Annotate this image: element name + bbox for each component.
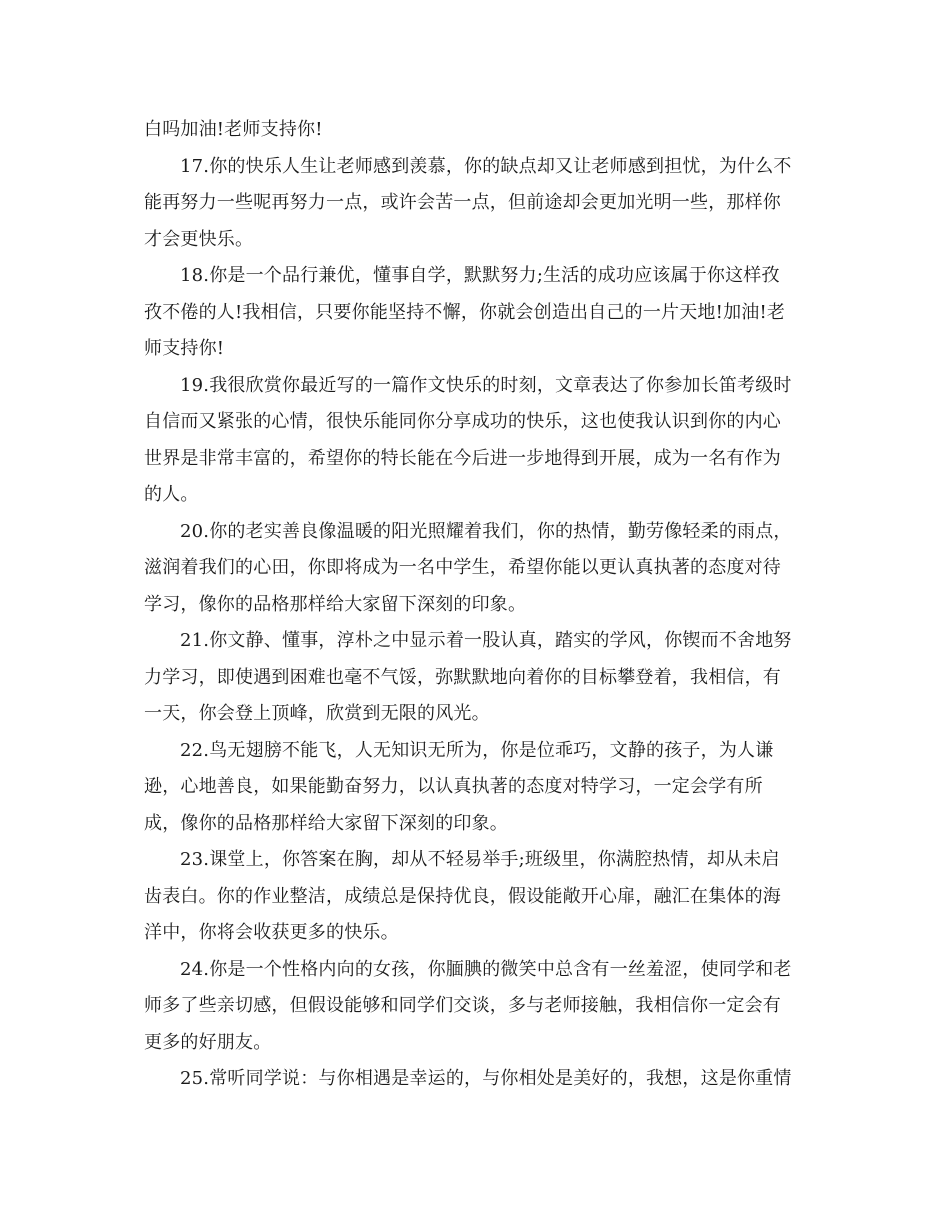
text-line: 师多了些亲切感，但假设能够和同学们交谈，多与老师接触，我相信你一定会有 [144,995,781,1016]
text-line: 齿表白。你的作业整洁，成绩总是保持优良，假设能敞开心扉，融汇在集体的海 [144,885,781,907]
paragraph-17 [144,149,810,259]
text-line: 滋润着我们的心田，你即将成为一名中学生，希望你能以更认真执著的态度对待 [144,557,781,578]
text-line: 18.你是一个品行兼优，懂事自学，默默努力;生活的成功应该属于你这样孜 [180,265,780,286]
paragraph-20 [144,514,810,624]
paragraph-23 [144,842,810,952]
text-line: 力学习，即使遇到困难也毫不气馁，弥默默地向着你的目标攀登着，我相信，有 [144,666,781,688]
document-body [144,112,810,1098]
paragraph-21 [144,623,810,733]
text-line: 的人。 [144,484,199,505]
text-line: 白吗加油!老师支持你! [144,119,323,140]
paragraph-19 [144,368,810,514]
text-line: 更多的好朋友。 [144,1031,272,1053]
text-line: 23.课堂上，你答案在胸，却从不轻易举手;班级里，你满腔热情，却从未启 [180,849,780,870]
paragraph-25 [144,1061,810,1098]
text-line: 20.你的老实善良像温暖的阳光照耀着我们，你的热情，勤劳像轻柔的雨点， [180,520,792,542]
text-line: 学习，像你的品格那样给大家留下深刻的印象。 [144,593,527,615]
text-line: 19.我很欣赏你最近写的一篇作文快乐的时刻，文章表达了你参加长笛考级时 [180,374,792,396]
text-line: 洋中，你将会收获更多的快乐。 [144,922,399,943]
text-line: 逊，心地善良，如果能勤奋努力，以认真执著的态度对特学习，一定会学有所 [144,776,763,797]
text-line: 17.你的快乐人生让老师感到羡慕，你的缺点却又让老师感到担忧，为什么不 [180,155,792,177]
text-line: 能再努力一些呢再努力一点，或许会苦一点，但前途却会更加光明一些，那样你 [144,192,781,213]
paragraph-18 [144,258,810,368]
paragraph-24 [144,952,810,1062]
text-line: 25.常听同学说：与你相遇是幸运的，与你相处是美好的，我想，这是你重情 [180,1068,792,1089]
text-line: 师支持你! [144,338,225,359]
text-line: 21.你文静、懂事，淳朴之中显示着一股认真，踏实的学风，你锲而不舍地努 [180,630,792,651]
text-line: 世界是非常丰富的，希望你的特长能在今后进一步地得到开展，成为一名有作为 [144,447,781,469]
text-line: 孜不倦的人!我相信，只要你能坚持不懈，你就会创造出自己的一片天地!加油!老 [144,301,786,323]
text-line: 自信而又紧张的心情，很快乐能同你分享成功的快乐，这也使我认识到你的内心 [144,411,781,432]
text-line: 一天，你会登上顶峰，欣赏到无限的风光。 [144,703,490,724]
text-line: 22.鸟无翅膀不能飞，人无知识无所为，你是位乖巧，文静的孩子，为人谦 [180,739,774,761]
text-line: 才会更快乐。 [144,228,254,250]
paragraph-22 [144,733,810,843]
paragraph-continuation [144,112,810,149]
text-line: 24.你是一个性格内向的女孩，你腼腆的微笑中总含有一丝羞涩，使同学和老 [180,958,792,980]
text-line: 成，像你的品格那样给大家留下深刻的印象。 [144,812,508,834]
